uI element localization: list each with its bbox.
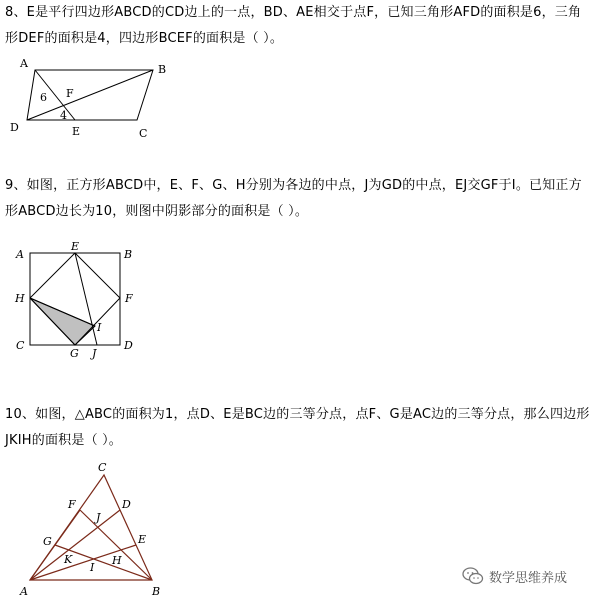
question-9-text: 9、如图，正方形ABCD中，E、F、G、H分别为各边的中点，J为GD的中点，EJ交GF于I。已知正方形ABCD边长为10，则图中阴影部分的面积是（ ）。 bbox=[5, 178, 582, 219]
q8-label-f: F bbox=[66, 87, 74, 100]
q8-area-afd: 6 bbox=[40, 91, 47, 104]
q9-label-a: A bbox=[16, 248, 24, 261]
q8-label-a: A bbox=[20, 57, 28, 70]
q9-label-h: H bbox=[15, 292, 25, 305]
q10-label-a: A bbox=[20, 585, 28, 598]
q10-label-c: C bbox=[98, 461, 107, 474]
watermark-text: 数学思维养成 bbox=[489, 570, 568, 586]
q10-label-i: I bbox=[90, 561, 95, 574]
q9-label-g: G bbox=[70, 347, 79, 360]
wechat-icon bbox=[462, 566, 484, 586]
q10-label-h: H bbox=[112, 554, 122, 567]
q9-label-b: B bbox=[124, 248, 133, 261]
q10-label-f: F bbox=[68, 498, 76, 511]
q10-label-k: K bbox=[64, 553, 73, 566]
q9-label-e: E bbox=[71, 240, 80, 253]
q10-label-e: E bbox=[138, 533, 147, 546]
question-10-text: 10、如图，△ABC的面积为1，点D、E是BC边的三等分点，点F、G是AC边的三等分点，那么四边形JKIH的面积是（ ）。 bbox=[5, 407, 590, 448]
q8-label-d: D bbox=[10, 121, 19, 134]
q8-area-def: 4 bbox=[60, 109, 67, 122]
q8-label-c: C bbox=[139, 127, 148, 140]
q9-label-d: D bbox=[124, 339, 133, 352]
q8-label-b: B bbox=[158, 63, 167, 76]
question-8-text: 8、E是平行四边形ABCD的CD边上的一点，BD、AE相交于点F，已知三角形AFD的面积是6，三角形DEF的面积是4，四边形BCEF的面积是（ ）。 bbox=[5, 5, 582, 46]
watermark bbox=[462, 564, 567, 588]
q9-label-j: J bbox=[92, 347, 97, 360]
q8-label-e: E bbox=[72, 125, 81, 138]
q9-label-c: C bbox=[16, 339, 25, 352]
q10-label-j: J bbox=[96, 511, 101, 524]
q10-label-b: B bbox=[152, 585, 161, 598]
q9-label-i: I bbox=[97, 321, 102, 334]
q9-label-f: F bbox=[125, 292, 133, 305]
q10-label-d: D bbox=[122, 498, 131, 511]
q10-label-g: G bbox=[43, 535, 52, 548]
